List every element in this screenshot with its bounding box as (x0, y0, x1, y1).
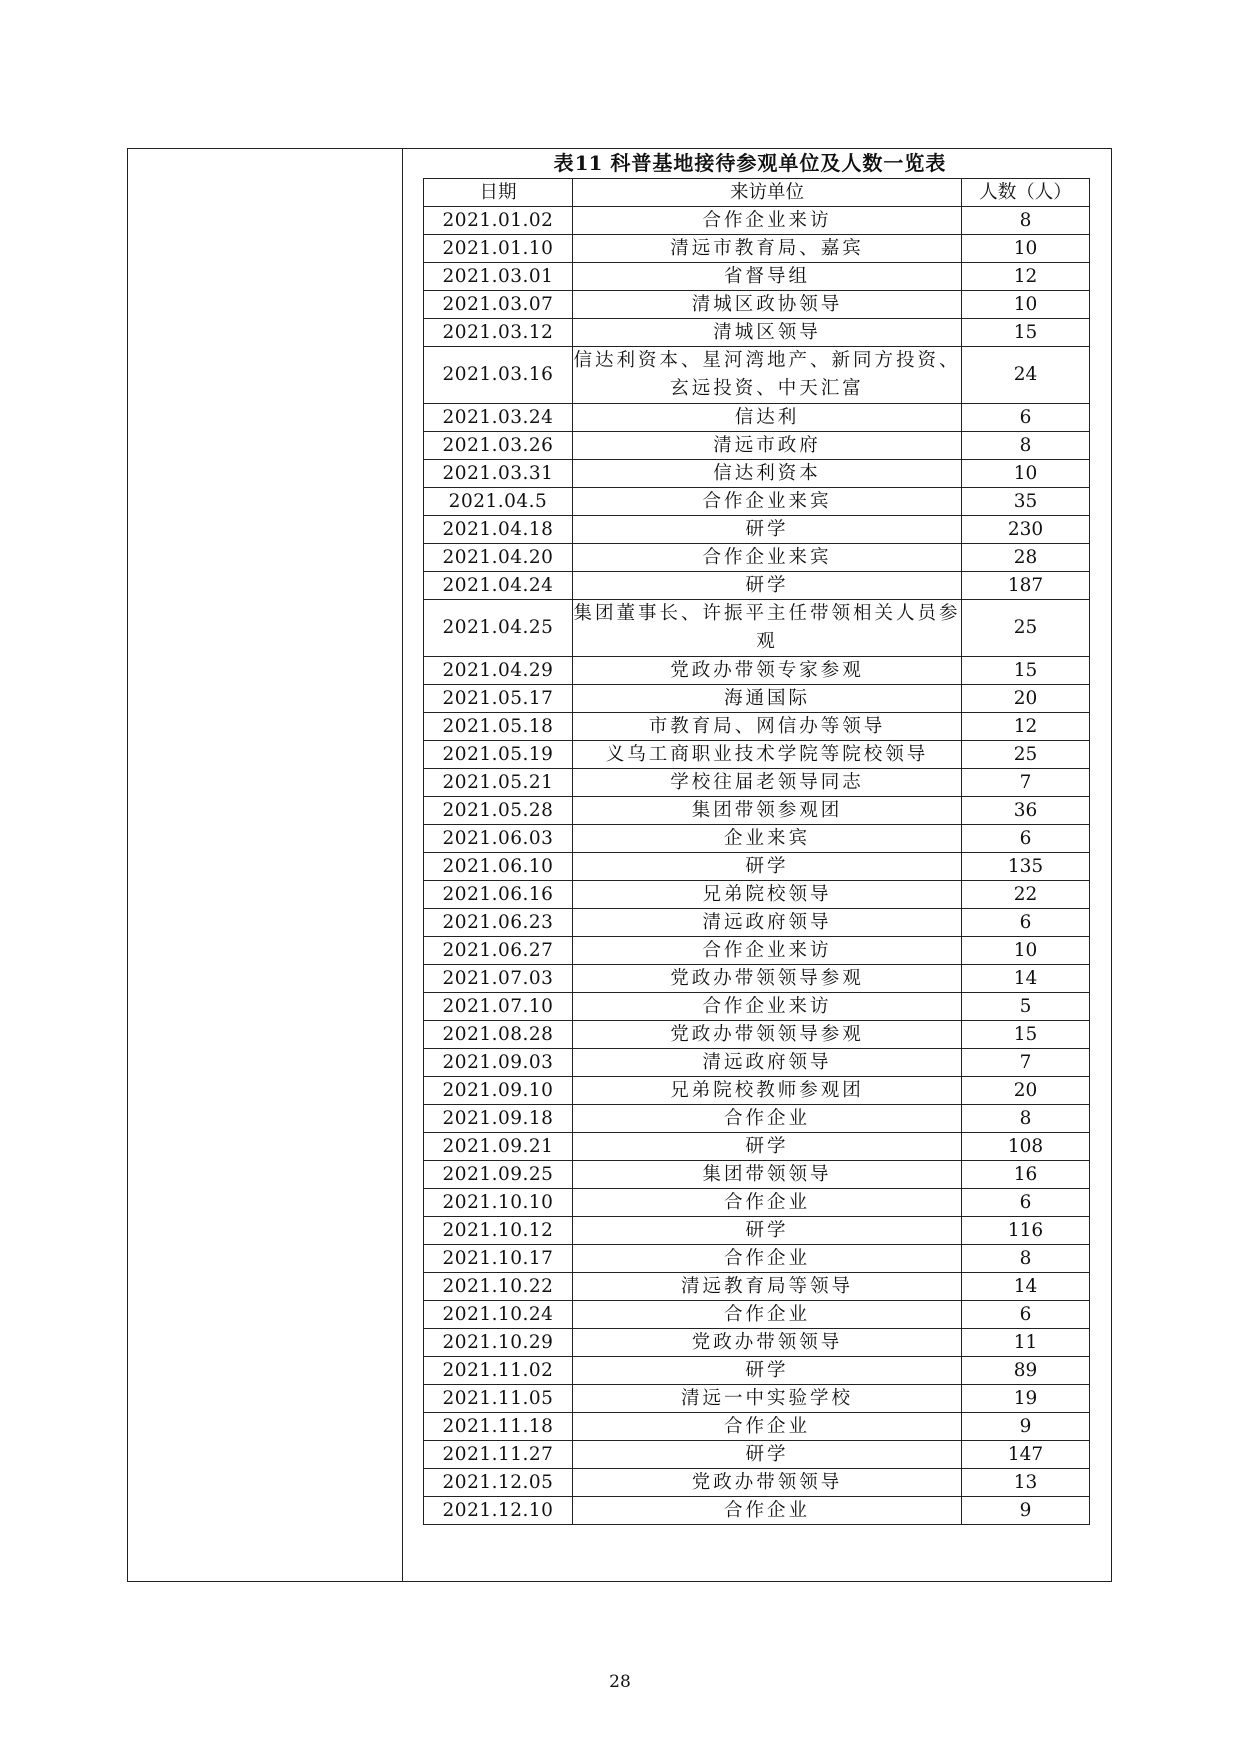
unit-cell: 清城区领导 (573, 319, 962, 347)
count-cell: 9 (962, 1497, 1090, 1525)
count-cell: 10 (962, 937, 1090, 965)
table-row (424, 1133, 1090, 1161)
table-row (424, 1189, 1090, 1217)
table-row (424, 741, 1090, 769)
table-row (424, 1273, 1090, 1301)
unit-cell: 党政办带领领导参观 (573, 1021, 962, 1049)
table-row (424, 516, 1090, 544)
count-cell: 10 (962, 460, 1090, 488)
unit-cell: 海通国际 (573, 685, 962, 713)
count-cell: 19 (962, 1385, 1090, 1413)
date-cell: 2021.01.02 (424, 207, 573, 235)
unit-cell: 省督导组 (573, 263, 962, 291)
date-cell: 2021.03.31 (424, 460, 573, 488)
date-cell: 2021.04.18 (424, 516, 573, 544)
unit-cell: 党政办带领领导 (573, 1469, 962, 1497)
date-cell: 2021.04.20 (424, 544, 573, 572)
date-cell: 2021.11.05 (424, 1385, 573, 1413)
table-row (424, 319, 1090, 347)
count-cell: 8 (962, 432, 1090, 460)
date-cell: 2021.07.03 (424, 965, 573, 993)
count-cell: 35 (962, 488, 1090, 516)
table-row (424, 1245, 1090, 1273)
count-cell: 20 (962, 1077, 1090, 1105)
date-cell: 2021.07.10 (424, 993, 573, 1021)
unit-cell: 兄弟院校教师参观团 (573, 1077, 962, 1105)
table-row (424, 825, 1090, 853)
count-cell: 135 (962, 853, 1090, 881)
table-row (424, 235, 1090, 263)
unit-cell: 研学 (573, 1133, 962, 1161)
count-cell: 116 (962, 1217, 1090, 1245)
table-row (424, 1217, 1090, 1245)
date-cell: 2021.04.24 (424, 572, 573, 600)
unit-cell: 合作企业 (573, 1245, 962, 1273)
count-cell: 230 (962, 516, 1090, 544)
table-row (424, 1161, 1090, 1189)
count-cell: 8 (962, 207, 1090, 235)
date-cell: 2021.06.10 (424, 853, 573, 881)
count-cell: 7 (962, 769, 1090, 797)
table-header-row (424, 179, 1090, 207)
count-cell: 147 (962, 1441, 1090, 1469)
table-title-text: 科普基地接待参观单位及人数一览表 (610, 151, 947, 175)
count-cell: 12 (962, 713, 1090, 741)
count-cell: 6 (962, 825, 1090, 853)
date-cell: 2021.03.24 (424, 404, 573, 432)
table-row (424, 713, 1090, 741)
date-cell: 2021.09.21 (424, 1133, 573, 1161)
table-row (424, 797, 1090, 825)
unit-cell: 义乌工商职业技术学院等院校领导 (573, 741, 962, 769)
count-cell: 14 (962, 965, 1090, 993)
unit-cell: 企业来宾 (573, 825, 962, 853)
date-cell: 2021.09.18 (424, 1105, 573, 1133)
table-row (424, 881, 1090, 909)
date-cell: 2021.01.10 (424, 235, 573, 263)
table-row (424, 432, 1090, 460)
unit-cell: 市教育局、网信办等领导 (573, 713, 962, 741)
table-body (424, 207, 1090, 1525)
count-cell: 8 (962, 1245, 1090, 1273)
date-cell: 2021.03.01 (424, 263, 573, 291)
count-cell: 24 (962, 347, 1090, 404)
count-cell: 7 (962, 1049, 1090, 1077)
visitor-table (423, 178, 1090, 1525)
unit-cell: 研学 (573, 1357, 962, 1385)
date-cell: 2021.10.17 (424, 1245, 573, 1273)
table-row (424, 460, 1090, 488)
table-row (424, 1077, 1090, 1105)
unit-cell: 集团董事长、许振平主任带领相关人员参观 (573, 600, 962, 657)
table-row (424, 685, 1090, 713)
count-cell: 6 (962, 1189, 1090, 1217)
unit-cell: 合作企业 (573, 1413, 962, 1441)
page-number: 28 (609, 1672, 631, 1692)
count-cell: 6 (962, 404, 1090, 432)
count-cell: 10 (962, 235, 1090, 263)
date-cell: 2021.03.16 (424, 347, 573, 404)
unit-cell: 研学 (573, 572, 962, 600)
date-cell: 2021.10.24 (424, 1301, 573, 1329)
unit-cell: 清远教育局等领导 (573, 1273, 962, 1301)
date-cell: 2021.11.02 (424, 1357, 573, 1385)
date-cell: 2021.05.17 (424, 685, 573, 713)
date-cell: 2021.04.25 (424, 600, 573, 657)
table-row (424, 207, 1090, 235)
header-unit: 来访单位 (573, 179, 962, 207)
unit-cell: 合作企业 (573, 1105, 962, 1133)
table-row (424, 1049, 1090, 1077)
date-cell: 2021.06.03 (424, 825, 573, 853)
count-cell: 36 (962, 797, 1090, 825)
unit-cell: 兄弟院校领导 (573, 881, 962, 909)
date-cell: 2021.04.29 (424, 657, 573, 685)
unit-cell: 集团带领领导 (573, 1161, 962, 1189)
count-cell: 15 (962, 1021, 1090, 1049)
date-cell: 2021.03.07 (424, 291, 573, 319)
unit-cell: 研学 (573, 1441, 962, 1469)
date-cell: 2021.11.18 (424, 1413, 573, 1441)
unit-cell: 清远市教育局、嘉宾 (573, 235, 962, 263)
count-cell: 16 (962, 1161, 1090, 1189)
table-row (424, 600, 1090, 657)
unit-cell: 研学 (573, 1217, 962, 1245)
unit-cell: 信达利 (573, 404, 962, 432)
count-cell: 25 (962, 741, 1090, 769)
unit-cell: 清城区政协领导 (573, 291, 962, 319)
date-cell: 2021.04.5 (424, 488, 573, 516)
table-row (424, 572, 1090, 600)
unit-cell: 党政办带领专家参观 (573, 657, 962, 685)
unit-cell: 党政办带领领导参观 (573, 965, 962, 993)
count-cell: 20 (962, 685, 1090, 713)
unit-cell: 研学 (573, 516, 962, 544)
unit-cell: 信达利资本、星河湾地产、新同方投资、玄远投资、中天汇富 (573, 347, 962, 404)
date-cell: 2021.11.27 (424, 1441, 573, 1469)
count-cell: 108 (962, 1133, 1090, 1161)
table-row (424, 769, 1090, 797)
date-cell: 2021.05.18 (424, 713, 573, 741)
date-cell: 2021.05.19 (424, 741, 573, 769)
table-row (424, 1385, 1090, 1413)
unit-cell: 合作企业 (573, 1189, 962, 1217)
table-title-number: 11 (574, 151, 603, 175)
table-row (424, 993, 1090, 1021)
header-date: 日期 (424, 179, 573, 207)
date-cell: 2021.05.28 (424, 797, 573, 825)
date-cell: 2021.05.21 (424, 769, 573, 797)
count-cell: 28 (962, 544, 1090, 572)
count-cell: 5 (962, 993, 1090, 1021)
unit-cell: 清远一中实验学校 (573, 1385, 962, 1413)
unit-cell: 合作企业 (573, 1301, 962, 1329)
table-row (424, 291, 1090, 319)
date-cell: 2021.10.10 (424, 1189, 573, 1217)
table-row (424, 1105, 1090, 1133)
table-row (424, 937, 1090, 965)
date-cell: 2021.10.22 (424, 1273, 573, 1301)
date-cell: 2021.06.16 (424, 881, 573, 909)
count-cell: 8 (962, 1105, 1090, 1133)
count-cell: 10 (962, 291, 1090, 319)
table-title (405, 148, 1095, 178)
count-cell: 6 (962, 909, 1090, 937)
table-row (424, 1497, 1090, 1525)
unit-cell: 合作企业 (573, 1497, 962, 1525)
date-cell: 2021.09.03 (424, 1049, 573, 1077)
table-title-prefix: 表 (553, 151, 575, 175)
table-row (424, 544, 1090, 572)
unit-cell: 清远政府领导 (573, 909, 962, 937)
date-cell: 2021.09.25 (424, 1161, 573, 1189)
unit-cell: 研学 (573, 853, 962, 881)
date-cell: 2021.10.29 (424, 1329, 573, 1357)
count-cell: 25 (962, 600, 1090, 657)
count-cell: 11 (962, 1329, 1090, 1357)
count-cell: 13 (962, 1469, 1090, 1497)
unit-cell: 合作企业来宾 (573, 488, 962, 516)
count-cell: 187 (962, 572, 1090, 600)
table-row (424, 853, 1090, 881)
date-cell: 2021.03.12 (424, 319, 573, 347)
unit-cell: 党政办带领领导 (573, 1329, 962, 1357)
table-row (424, 1441, 1090, 1469)
count-cell: 12 (962, 263, 1090, 291)
date-cell: 2021.10.12 (424, 1217, 573, 1245)
count-cell: 9 (962, 1413, 1090, 1441)
unit-cell: 合作企业来访 (573, 937, 962, 965)
unit-cell: 集团带领参观团 (573, 797, 962, 825)
count-cell: 15 (962, 319, 1090, 347)
table-row (424, 347, 1090, 404)
count-cell: 22 (962, 881, 1090, 909)
date-cell: 2021.06.23 (424, 909, 573, 937)
unit-cell: 清远政府领导 (573, 1049, 962, 1077)
count-cell: 6 (962, 1301, 1090, 1329)
date-cell: 2021.09.10 (424, 1077, 573, 1105)
table-row (424, 1301, 1090, 1329)
count-cell: 15 (962, 657, 1090, 685)
unit-cell: 学校往届老领导同志 (573, 769, 962, 797)
unit-cell: 清远市政府 (573, 432, 962, 460)
date-cell: 2021.08.28 (424, 1021, 573, 1049)
date-cell: 2021.06.27 (424, 937, 573, 965)
header-count: 人数（人） (962, 179, 1090, 207)
count-cell: 14 (962, 1273, 1090, 1301)
table-row (424, 965, 1090, 993)
date-cell: 2021.12.05 (424, 1469, 573, 1497)
table-row (424, 404, 1090, 432)
frame-divider (402, 149, 403, 1581)
date-cell: 2021.12.10 (424, 1497, 573, 1525)
unit-cell: 合作企业来访 (573, 207, 962, 235)
date-cell: 2021.03.26 (424, 432, 573, 460)
table-row (424, 1329, 1090, 1357)
table-row (424, 1413, 1090, 1441)
table-row (424, 657, 1090, 685)
table-row (424, 1021, 1090, 1049)
table-row (424, 909, 1090, 937)
unit-cell: 合作企业来宾 (573, 544, 962, 572)
table-row (424, 263, 1090, 291)
unit-cell: 合作企业来访 (573, 993, 962, 1021)
table-row (424, 1357, 1090, 1385)
unit-cell: 信达利资本 (573, 460, 962, 488)
count-cell: 89 (962, 1357, 1090, 1385)
table-row (424, 1469, 1090, 1497)
table-row (424, 488, 1090, 516)
